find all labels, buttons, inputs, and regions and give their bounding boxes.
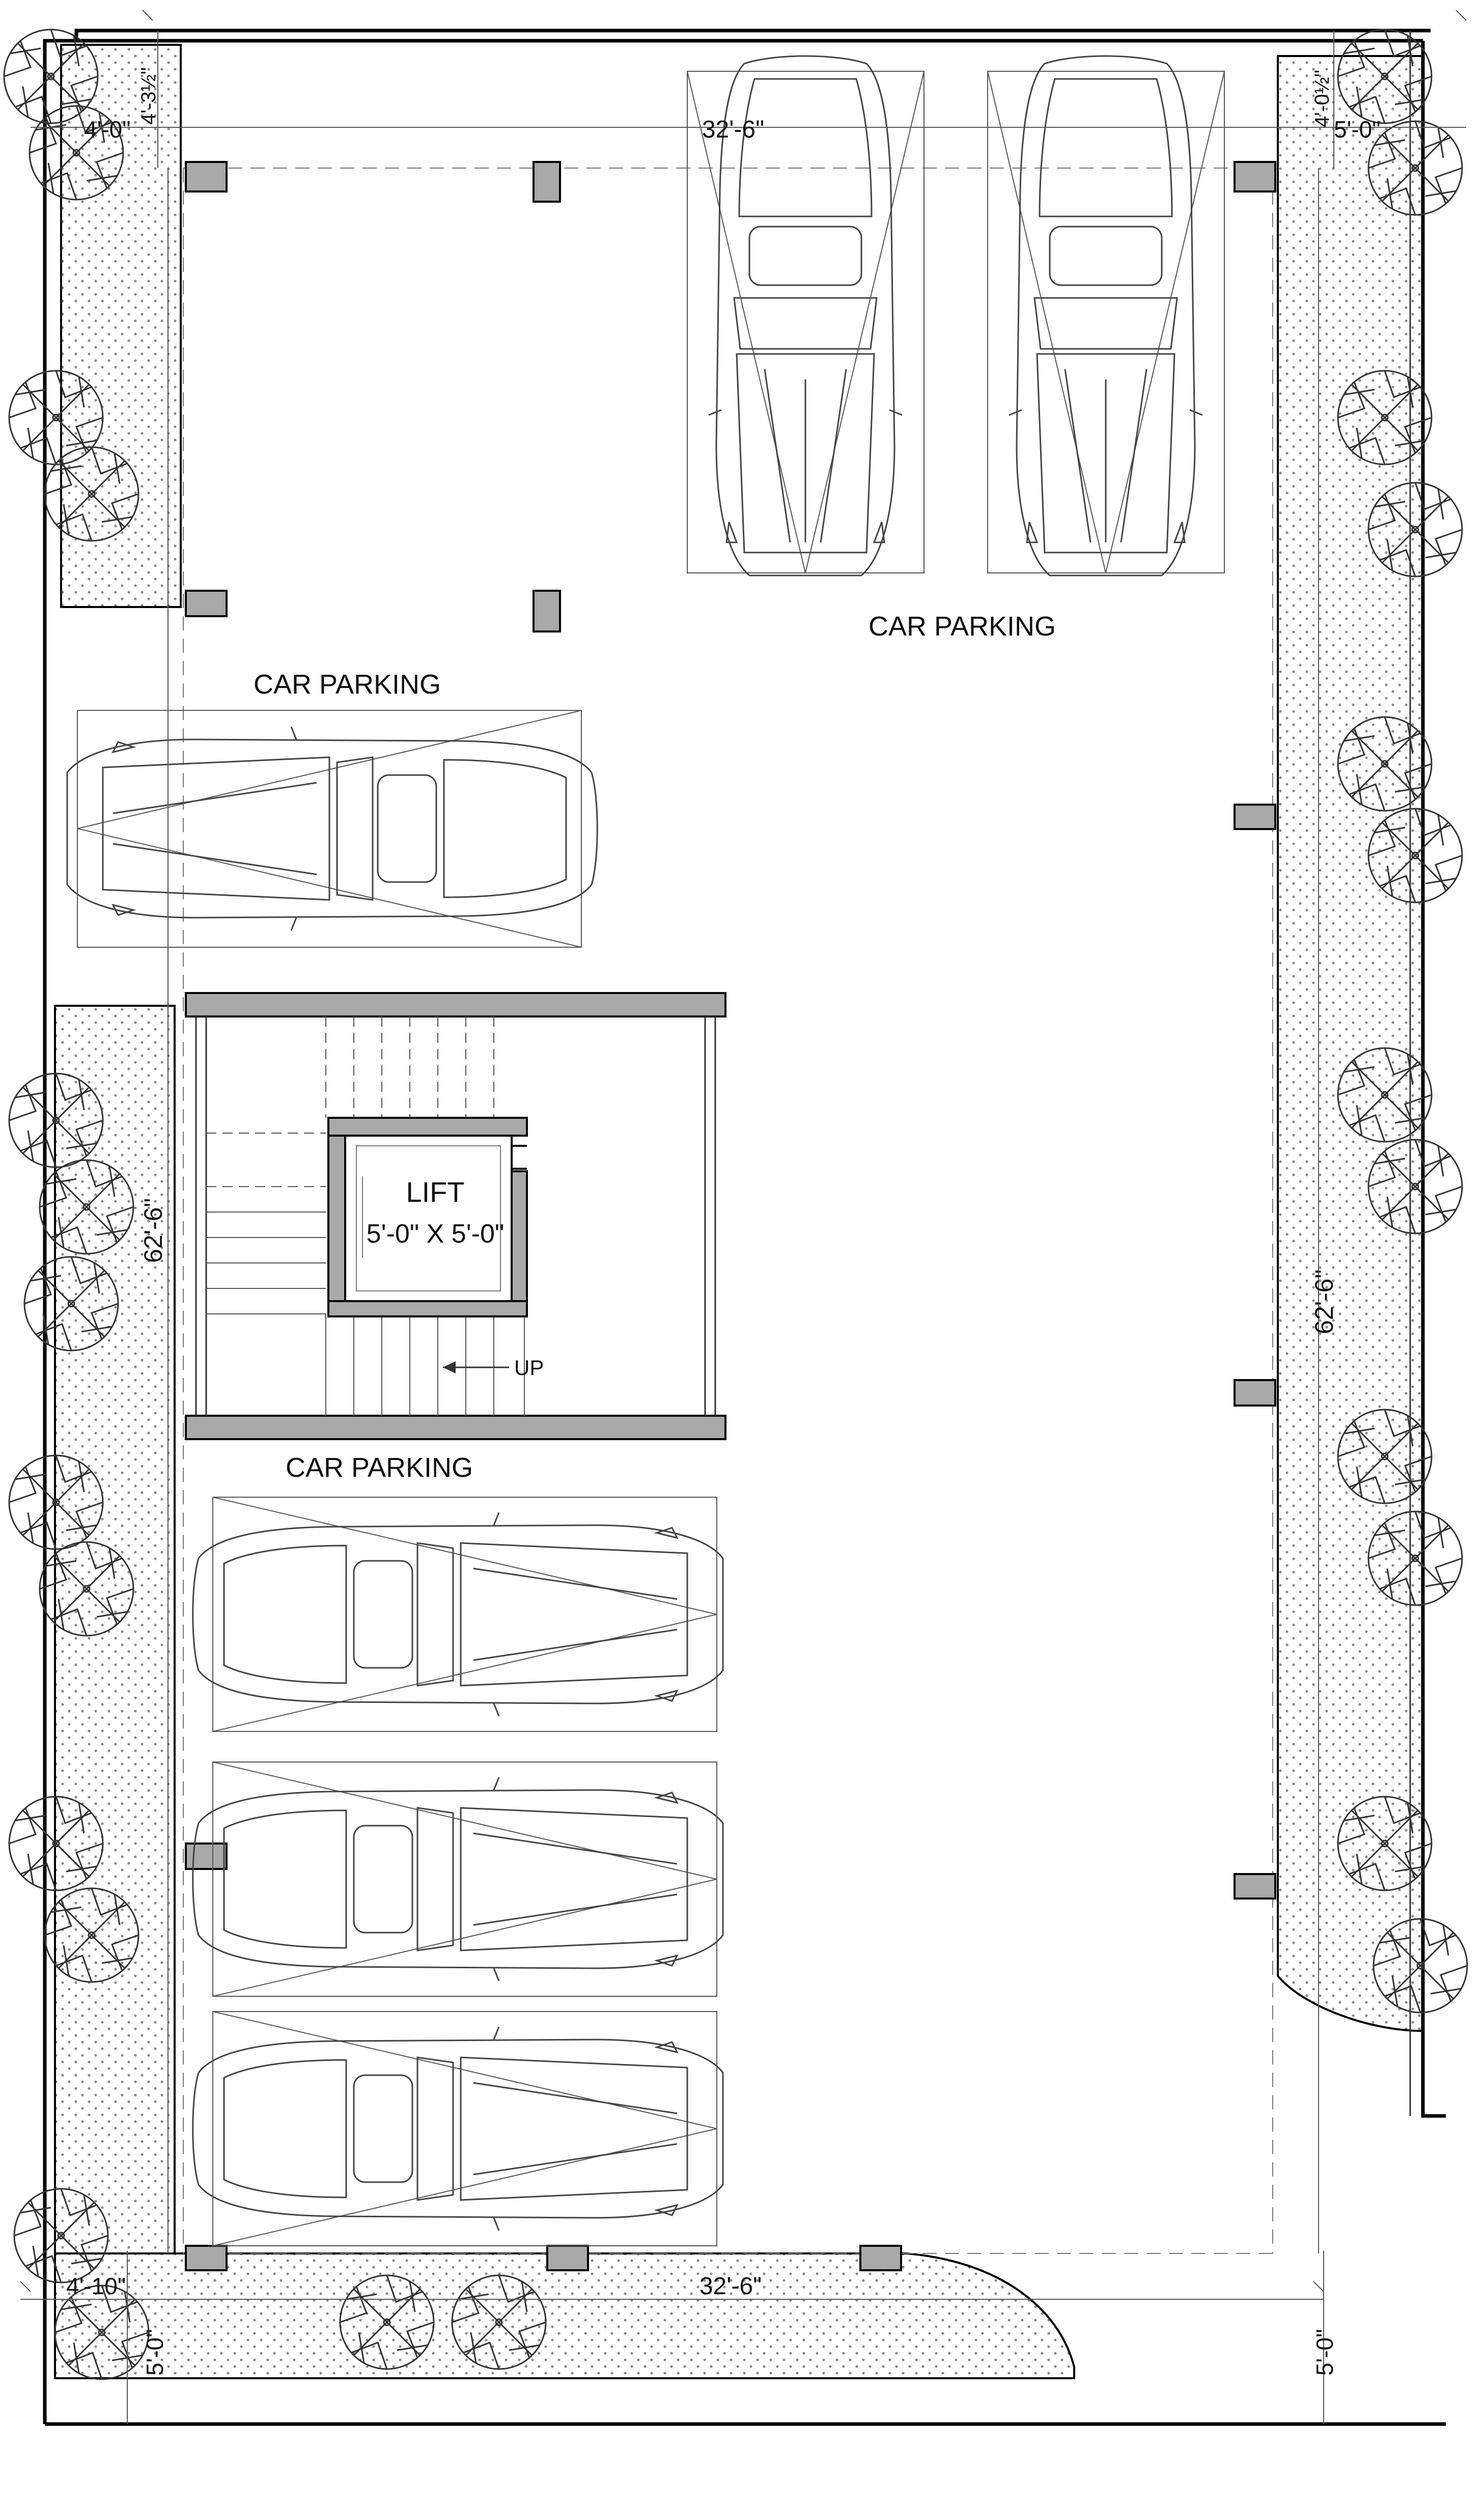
car-parking-label-top-right: CAR PARKING [868,611,1056,642]
parking-bay-bottom-1 [193,1497,723,1731]
trees [4,30,1467,2379]
dim-top-right-depth: 4'-0½" [1311,69,1333,127]
car-parking-label-bottom: CAR PARKING [285,1452,473,1483]
dimension-lines [20,10,1466,2424]
lift-size: 5'-0" X 5'-0" [366,1219,505,1249]
dim-bottom-right-depth: 5'-0" [1311,2329,1338,2376]
boundary-walls [45,31,1446,2424]
dim-left-length: 62'-6" [139,1198,167,1263]
dim-top-width: 32'-6" [702,116,765,143]
lift-title: LIFT [406,1176,465,1208]
parking-bay-bottom-3 [193,2012,723,2246]
parking-bay-bottom-2 [193,1762,723,1996]
dim-top-right-width: 5'-0" [1334,116,1381,143]
dim-bottom-left-width: 4'-10" [66,2273,126,2299]
dim-right-length: 62'-6" [1310,1269,1338,1334]
dim-top-left-width: 4'-0" [84,116,131,143]
parking-bay-top-2 [988,56,1224,575]
car-parking-label-left: CAR PARKING [253,669,441,700]
parking-bay-left [67,710,597,947]
stair-up-label: UP [514,1356,544,1380]
stair-lift-core [186,993,725,1439]
dim-top-left-depth: 4'-3½" [137,67,160,125]
dim-bottom-left-depth: 5'-0" [142,2329,168,2376]
dim-bottom-width: 32'-6" [699,2273,762,2300]
parking-bays [67,56,1224,2246]
